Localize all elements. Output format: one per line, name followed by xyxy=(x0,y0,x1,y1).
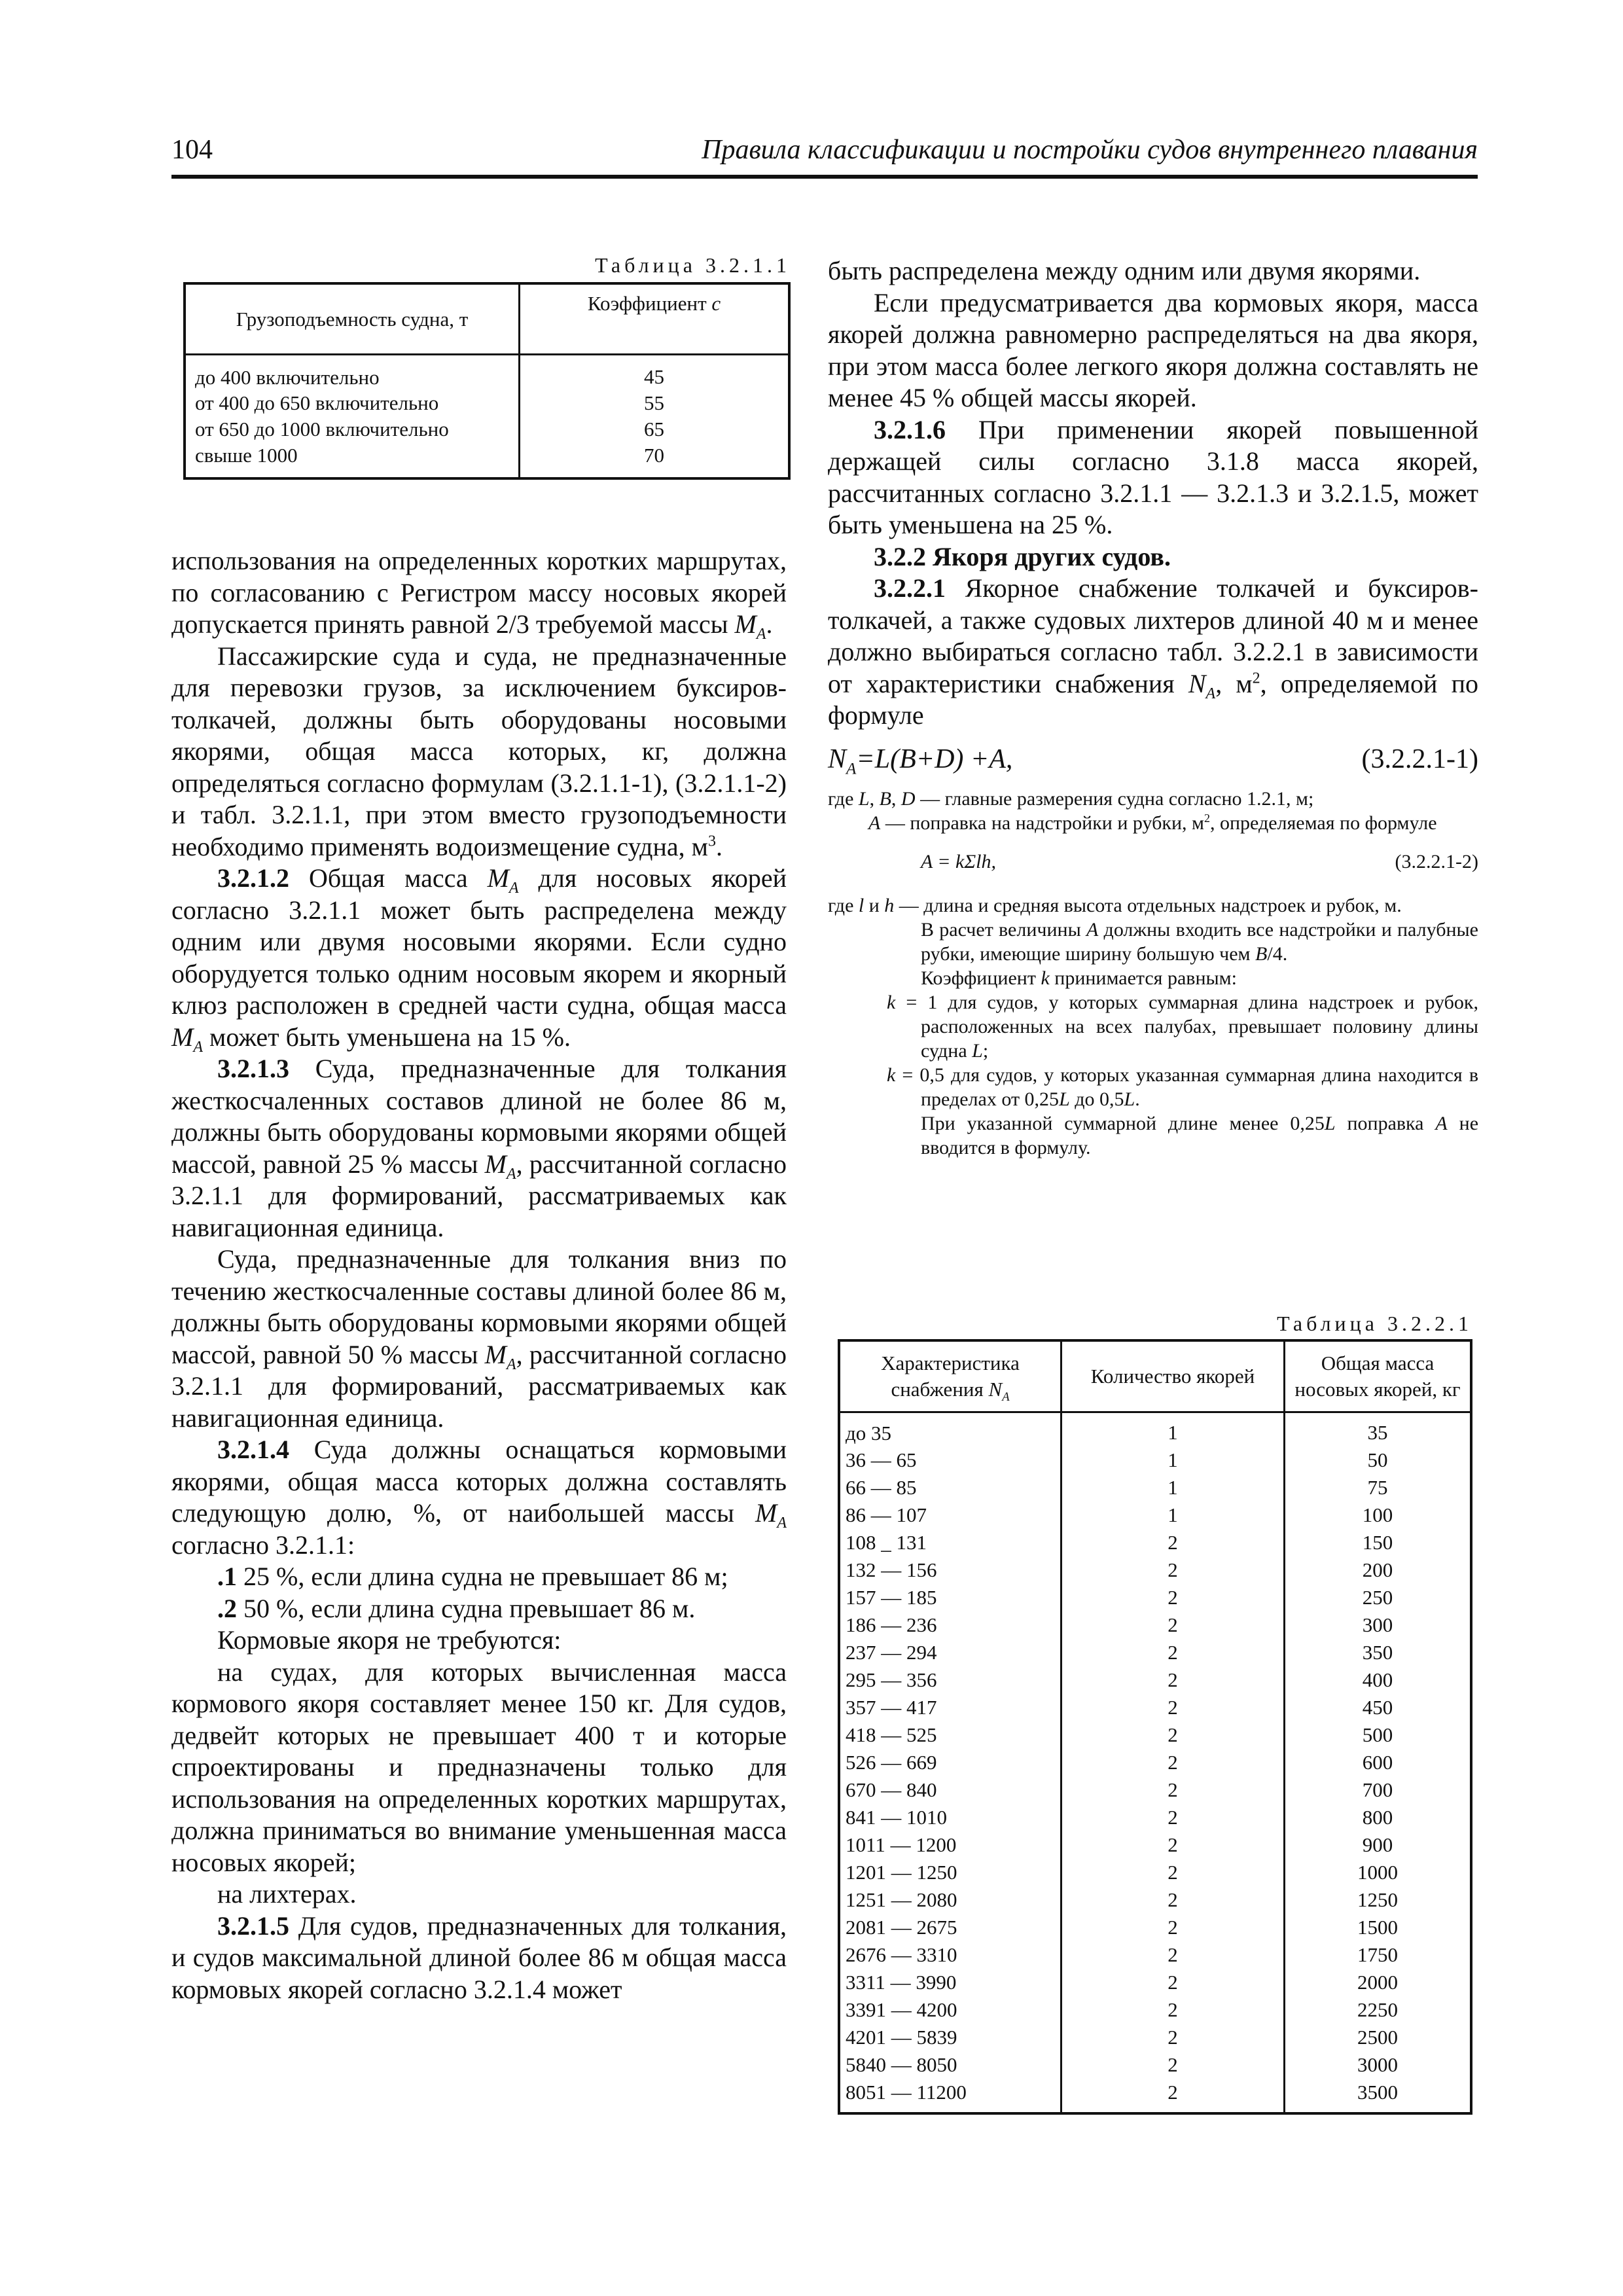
table-body xyxy=(185,355,789,479)
paragraph: Если предусматривается два кормовых якоря, масса якорей должна равномерно распределяться на два якоря, при этом масса более легкого якоря должна составлять не менее 45 % общей массы якорей. xyxy=(828,287,1478,412)
left-column xyxy=(171,545,787,2005)
table-3-2-1-1 xyxy=(183,282,791,480)
table-row xyxy=(839,1886,1471,1914)
formula-3-2-2-1-1: $N_A=L(B+D) +A$, (3.2.2.1-1) xyxy=(828,744,1478,778)
coefficient-cell: 65 xyxy=(644,418,664,440)
table-row xyxy=(839,1611,1471,1639)
mass-cell: 1500 xyxy=(1357,1916,1398,1939)
paragraph: 3.2.1.5 Для судов, предназначенных для толкания, и судов максимальной длиной более 86 м общая масса кормовых якорей согласно 3.2.1.4 может xyxy=(171,1910,787,2004)
table-row xyxy=(839,1474,1471,1501)
table-row xyxy=(839,1584,1471,1611)
table-header-coefficient: Коэффициент c xyxy=(587,292,721,315)
mass-cell: 3500 xyxy=(1357,2081,1398,2104)
mass-cell: 50 xyxy=(1367,1448,1388,1471)
where-line: где l и h — длина и средняя высота отдельных надстроек и рубок, м. xyxy=(828,894,1402,916)
table-row xyxy=(839,1639,1471,1666)
note-line: При указанной суммарной длине менее 0,25L поправка A не вводится в формулу. xyxy=(921,1112,1479,1158)
characteristic-cell: 3311 — 3990 xyxy=(839,1969,1061,1996)
paragraph: 3.2.1.2 Общая масса $M_A$ для носовых якорей согласно 3.2.1.1 может быть распределена между одним или двумя носовыми якорями. Если судно оборудуется только одним носовым якорем и якорный клюз расположен в средней части судна, общая масса $M_A$ может быть уменьшена на 15 %. xyxy=(171,863,787,1056)
mass-cell: 35 xyxy=(1367,1421,1388,1444)
characteristic-cell: 3391 — 4200 xyxy=(839,1996,1061,2024)
mass-cell: 200 xyxy=(1362,1558,1393,1581)
table-row xyxy=(839,1969,1471,1996)
characteristic-cell: 1011 — 1200 xyxy=(839,1831,1061,1859)
paragraph: 3.2.1.6 При применении якорей повышенной держащей силы согласно 3.1.8 масса якорей, рассчитанных согласно 3.2.1.1 — 3.2.1.3 и 3.2.1.5, может быть уменьшена на 25 %. xyxy=(828,414,1478,539)
capacity-cell: от 400 до 650 включительно xyxy=(185,390,520,416)
right-column xyxy=(828,255,1478,1160)
table-3-2-2-1-block xyxy=(838,1310,1472,2115)
characteristic-cell: 237 — 294 xyxy=(839,1639,1061,1666)
capacity-cell: от 650 до 1000 включительно xyxy=(185,416,520,442)
table-row xyxy=(839,2079,1471,2113)
mass-cell: 350 xyxy=(1362,1641,1393,1664)
mass-cell: 2250 xyxy=(1357,1998,1398,2021)
table-row xyxy=(839,2051,1471,2079)
anchor-count-cell: 2 xyxy=(1061,1584,1285,1611)
characteristic-cell: 357 — 417 xyxy=(839,1694,1061,1721)
characteristic-cell: 186 — 236 xyxy=(839,1611,1061,1639)
characteristic-cell: 1251 — 2080 xyxy=(839,1886,1061,1914)
where-line: где L, B, D — главные размерения судна согласно 1.2.1, м; xyxy=(828,787,1314,810)
anchor-count-cell: 2 xyxy=(1061,1694,1285,1721)
characteristic-cell: 2081 — 2675 xyxy=(839,1914,1061,1941)
table-row xyxy=(839,1859,1471,1886)
table-row xyxy=(839,1666,1471,1694)
table-header-total-mass: Общая масса носовых якорей, кг xyxy=(1294,1352,1461,1401)
table-row xyxy=(185,390,789,416)
mass-cell: 2500 xyxy=(1357,2026,1398,2049)
characteristic-cell: 526 — 669 xyxy=(839,1749,1061,1776)
anchor-count-cell: 1 xyxy=(1061,1501,1285,1529)
note-line: k = 0,5 для судов, у которых указанная суммарная длина находится в пределах от 0,25L до 0,5L. xyxy=(887,1064,1478,1110)
table-row xyxy=(839,1749,1471,1776)
mass-cell: 250 xyxy=(1362,1586,1393,1609)
header-rule xyxy=(171,175,1478,179)
table-row xyxy=(185,355,789,391)
anchor-count-cell: 2 xyxy=(1061,1996,1285,2024)
mass-cell: 150 xyxy=(1362,1531,1393,1554)
paragraph: 3.2.2.1 Якорное снабжение толкачей и буксиров-толкачей, а также судовых лихтеров длиной 40 м и менее должно выбираться согласно табл. 3.2.2.1 в зависимости от характеристики снабжения $N_A$, $м^2$, определяемой по формуле xyxy=(828,573,1478,730)
table-row xyxy=(839,1804,1471,1831)
page-header xyxy=(171,134,1478,177)
anchor-count-cell: 1 xyxy=(1061,1412,1285,1447)
coefficient-cell: 55 xyxy=(644,391,664,414)
anchor-count-cell: 2 xyxy=(1061,1666,1285,1694)
characteristic-cell: 132 — 156 xyxy=(839,1556,1061,1584)
mass-cell: 2000 xyxy=(1357,1971,1398,1994)
table-caption: Таблица 3.2.1.1 xyxy=(595,253,791,277)
anchor-count-cell: 2 xyxy=(1061,1941,1285,1969)
mass-cell: 1750 xyxy=(1357,1943,1398,1966)
anchor-count-cell: 2 xyxy=(1061,1611,1285,1639)
characteristic-cell: 4201 — 5839 xyxy=(839,2024,1061,2051)
characteristic-cell: 66 — 85 xyxy=(839,1474,1061,1501)
characteristic-cell: 8051 — 11200 xyxy=(839,2079,1061,2113)
list-item: .1 25 %, если длина судна не превышает 86 м; xyxy=(217,1562,728,1591)
characteristic-cell: 670 — 840 xyxy=(839,1776,1061,1804)
characteristic-cell: 36 — 65 xyxy=(839,1446,1061,1474)
table-3-2-1-1-block xyxy=(183,252,791,480)
capacity-cell: до 400 включительно xyxy=(185,355,520,391)
anchor-count-cell: 2 xyxy=(1061,2051,1285,2079)
section-heading: 3.2.2 Якоря других судов. xyxy=(874,541,1171,571)
table-row xyxy=(839,1996,1471,2024)
table-row xyxy=(839,1529,1471,1556)
table-row xyxy=(839,1914,1471,1941)
characteristic-cell: 157 — 185 xyxy=(839,1584,1061,1611)
anchor-count-cell: 1 xyxy=(1061,1446,1285,1474)
where-line: A — поправка на надстройки и рубки, $м^2$, определяемая по формуле xyxy=(868,811,1437,834)
mass-cell: 400 xyxy=(1362,1668,1393,1691)
mass-cell: 800 xyxy=(1362,1806,1393,1829)
mass-cell: 300 xyxy=(1362,1613,1393,1636)
paragraph: на лихтерах. xyxy=(217,1879,357,1909)
table-3-2-2-1 xyxy=(838,1339,1472,2115)
paragraph: использования на определенных коротких маршрутах, по согласованию с Регистром массу носовых якорей допускается принять равной 2/3 требуемой массы $M_A$. xyxy=(171,546,787,643)
table-row xyxy=(839,1941,1471,1969)
table-row xyxy=(839,1831,1471,1859)
anchor-count-cell: 2 xyxy=(1061,1804,1285,1831)
table-row xyxy=(839,1694,1471,1721)
table-row xyxy=(839,1776,1471,1804)
list-item: .2 50 %, если длина судна превышает 86 м. xyxy=(217,1593,696,1623)
characteristic-cell: 418 — 525 xyxy=(839,1721,1061,1749)
anchor-count-cell: 2 xyxy=(1061,1914,1285,1941)
anchor-count-cell: 2 xyxy=(1061,1749,1285,1776)
table-row xyxy=(185,442,789,478)
characteristic-cell: до 35 xyxy=(839,1412,1061,1447)
anchor-count-cell: 1 xyxy=(1061,1474,1285,1501)
mass-cell: 75 xyxy=(1367,1476,1388,1499)
table-row xyxy=(839,1556,1471,1584)
table-row xyxy=(839,2024,1471,2051)
paragraph: Пассажирские суда и суда, не предназначенные для перевозки грузов, за исключением буксиров-толкачей, должны быть оборудованы носовыми якорями, общая масса которых, кг, должна определяться согласно формулам (3.2.1.1-1), (3.2.1.1-2) и табл. 3.2.1.1, при этом вместо грузоподъемности необходимо применять водоизмещение судна, $м^3$. xyxy=(171,641,787,861)
characteristic-cell: 2676 — 3310 xyxy=(839,1941,1061,1969)
table-row xyxy=(185,416,789,442)
table-header-anchor-count: Количество якорей xyxy=(1061,1340,1285,1412)
characteristic-cell: 86 — 107 xyxy=(839,1501,1061,1529)
note-line: k = 1 для судов, у которых суммарная длина надстроек и рубок, расположенных на всех палубах, превышает половину длины судна L; xyxy=(887,991,1478,1062)
anchor-count-cell: 2 xyxy=(1061,1831,1285,1859)
table-header-capacity: Грузоподъемность судна, т xyxy=(185,283,520,355)
mass-cell: 1000 xyxy=(1357,1861,1398,1884)
table-row xyxy=(839,1412,1471,1447)
mass-cell: 500 xyxy=(1362,1723,1393,1746)
coefficient-cell: 70 xyxy=(644,444,664,467)
table-row xyxy=(839,1446,1471,1474)
mass-cell: 600 xyxy=(1362,1751,1393,1774)
formula-explanation xyxy=(828,787,1478,1160)
note-line: Коэффициент k принимается равным: xyxy=(921,967,1237,989)
anchor-count-cell: 2 xyxy=(1061,1886,1285,1914)
table-row xyxy=(839,1721,1471,1749)
table-header-characteristic: Характеристика снабжения $N_A$ xyxy=(839,1340,1061,1412)
characteristic-cell: 295 — 356 xyxy=(839,1666,1061,1694)
mass-cell: 700 xyxy=(1362,1778,1393,1801)
note-line: В расчет величины A должны входить все надстройки и палубные рубки, имеющие ширину большую чем B/4. xyxy=(921,918,1478,965)
table-body xyxy=(839,1412,1471,2114)
anchor-count-cell: 2 xyxy=(1061,1859,1285,1886)
paragraph: быть распределена между одним или двумя якорями. xyxy=(828,256,1421,285)
characteristic-cell: 841 — 1010 xyxy=(839,1804,1061,1831)
table-row xyxy=(839,1501,1471,1529)
anchor-count-cell: 2 xyxy=(1061,2024,1285,2051)
anchor-count-cell: 2 xyxy=(1061,2079,1285,2113)
formula-3-2-2-1-2: A = kΣlh, (3.2.2.1-2) xyxy=(921,850,1478,872)
mass-cell: 100 xyxy=(1362,1503,1393,1526)
anchor-count-cell: 2 xyxy=(1061,1969,1285,1996)
paragraph: 3.2.1.4 Суда должны оснащаться кормовыми якорями, общая масса которых должна составлять следующую долю, %, от наибольшей массы $M_A$ согласно 3.2.1.1: xyxy=(171,1435,787,1560)
characteristic-cell: 1201 — 1250 xyxy=(839,1859,1061,1886)
page-number: 104 xyxy=(171,135,213,165)
paragraph: Кормовые якоря не требуются: xyxy=(217,1625,562,1655)
paragraph: Суда, предназначенные для толкания вниз по течению жесткосчаленные составы длиной более 86 м, должны быть оборудованы кормовыми якорями общей массой, равной 50 % массы $M_A$, рассчитанной согласно 3.2.1.1 для формирований, рассматриваемых как навигационная единица. xyxy=(171,1244,787,1433)
anchor-count-cell: 2 xyxy=(1061,1639,1285,1666)
characteristic-cell: 108 _ 131 xyxy=(839,1529,1061,1556)
mass-cell: 1250 xyxy=(1357,1888,1398,1911)
paragraph: 3.2.1.3 Суда, предназначенные для толкания жесткосчаленных составов длиной не более 86 м, должны быть оборудованы кормовыми якорями общей массой, равной 25 % массы $M_A$, рассчитанной согласно 3.2.1.1 для формирований, рассматриваемых как навигационная единица. xyxy=(171,1054,787,1242)
mass-cell: 450 xyxy=(1362,1696,1393,1719)
table-caption: Таблица 3.2.2.1 xyxy=(1277,1312,1472,1335)
capacity-cell: свыше 1000 xyxy=(185,442,520,478)
mass-cell: 900 xyxy=(1362,1833,1393,1856)
anchor-count-cell: 2 xyxy=(1061,1721,1285,1749)
mass-cell: 3000 xyxy=(1357,2053,1398,2076)
coefficient-cell: 45 xyxy=(644,365,664,388)
anchor-count-cell: 2 xyxy=(1061,1776,1285,1804)
paragraph: на судах, для которых вычисленная масса кормового якоря составляет менее 150 кг. Для судов, дедвейт которых не превышает 400 т и которые спроектированы и предназначены только для использования на определенных коротких маршрутах, должна приниматься во внимание уменьшенная масса носовых якорей; xyxy=(171,1657,787,1877)
anchor-count-cell: 2 xyxy=(1061,1556,1285,1584)
characteristic-cell: 5840 — 8050 xyxy=(839,2051,1061,2079)
running-title: Правила классификации и постройки судов внутреннего плавания xyxy=(702,135,1478,165)
anchor-count-cell: 2 xyxy=(1061,1529,1285,1556)
